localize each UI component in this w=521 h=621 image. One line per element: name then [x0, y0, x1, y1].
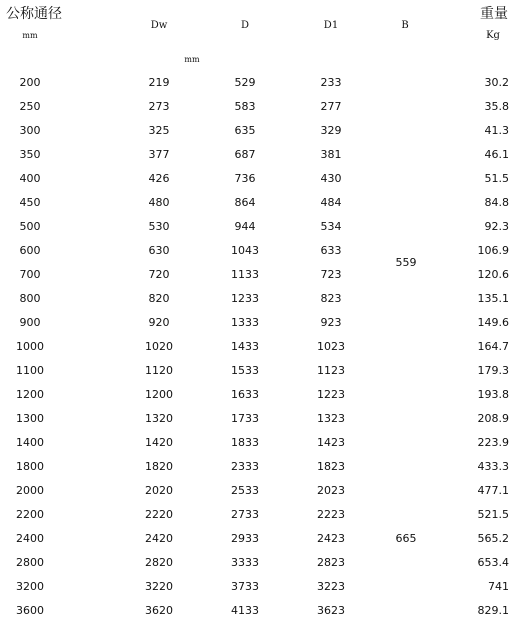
- cell-d: 2333: [231, 460, 259, 473]
- cell-d: 583: [234, 100, 256, 113]
- cell-nominal-diameter: 800: [19, 292, 41, 305]
- table-row: [0, 603, 521, 619]
- cell-d: 1043: [231, 244, 259, 257]
- table-row: [0, 147, 521, 163]
- cell-d: 1433: [231, 340, 259, 353]
- cell-d: 1333: [231, 316, 259, 329]
- table-row: [0, 315, 521, 331]
- cell-dw: 1020: [145, 340, 173, 353]
- cell-d: 3333: [231, 556, 259, 569]
- cell-weight: 208.9: [477, 412, 509, 425]
- cell-d: 529: [234, 76, 256, 89]
- table-row: [0, 459, 521, 475]
- header-d1: D1: [323, 20, 339, 31]
- table-row: [0, 219, 521, 235]
- cell-weight: 51.5: [484, 172, 509, 185]
- cell-d1: 1423: [317, 436, 345, 449]
- cell-dw: 920: [148, 316, 170, 329]
- cell-d1: 277: [320, 100, 342, 113]
- cell-nominal-diameter: 1200: [16, 388, 44, 401]
- cell-d1: 2023: [317, 484, 345, 497]
- cell-nominal-diameter: 450: [19, 196, 41, 209]
- cell-nominal-diameter: 900: [19, 316, 41, 329]
- cell-nominal-diameter: 2400: [16, 532, 44, 545]
- cell-weight: 41.3: [484, 124, 509, 137]
- cell-nominal-diameter: 600: [19, 244, 41, 257]
- cell-nominal-diameter: 400: [19, 172, 41, 185]
- cell-dw: 1120: [145, 364, 173, 377]
- cell-d: 864: [234, 196, 256, 209]
- cell-dw: 3620: [145, 604, 173, 617]
- cell-dw: 426: [148, 172, 170, 185]
- header-dims-unit: mm: [184, 55, 200, 64]
- cell-nominal-diameter: 500: [19, 220, 41, 233]
- cell-d: 3733: [231, 580, 259, 593]
- cell-d1: 3223: [317, 580, 345, 593]
- cell-weight: 92.3: [484, 220, 509, 233]
- cell-nominal-diameter: 2800: [16, 556, 44, 569]
- table-row: [0, 99, 521, 115]
- cell-weight: 179.3: [477, 364, 509, 377]
- cell-d: 687: [234, 148, 256, 161]
- cell-weight: 135.1: [477, 292, 509, 305]
- cell-d1: 484: [320, 196, 342, 209]
- table-row: [0, 243, 521, 259]
- header-nominal-diameter: 公称通径: [6, 6, 62, 22]
- cell-nominal-diameter: 1300: [16, 412, 44, 425]
- cell-dw: 3220: [145, 580, 173, 593]
- cell-dw: 219: [148, 76, 170, 89]
- cell-d: 1133: [231, 268, 259, 281]
- cell-nominal-diameter: 3200: [16, 580, 44, 593]
- cell-d1: 923: [320, 316, 342, 329]
- header-weight: 重量: [480, 6, 508, 22]
- cell-dw: 720: [148, 268, 170, 281]
- table-row: [0, 387, 521, 403]
- cell-d1: 1823: [317, 460, 345, 473]
- cell-nominal-diameter: 1100: [16, 364, 44, 377]
- cell-weight: 477.1: [477, 484, 509, 497]
- header-weight-unit: Kg: [486, 30, 500, 41]
- cell-weight: 565.2: [477, 532, 509, 545]
- cell-d: 944: [234, 220, 256, 233]
- cell-d1: 534: [320, 220, 342, 233]
- cell-d1: 233: [320, 76, 342, 89]
- cell-d: 4133: [231, 604, 259, 617]
- cell-dw: 2220: [145, 508, 173, 521]
- cell-dw: 480: [148, 196, 170, 209]
- table-row: [0, 507, 521, 523]
- table-row: [0, 171, 521, 187]
- table-row: [0, 531, 521, 547]
- table-row: [0, 435, 521, 451]
- cell-weight: 120.6: [477, 268, 509, 281]
- cell-weight: 829.1: [477, 604, 509, 617]
- cell-d1: 2223: [317, 508, 345, 521]
- cell-d: 635: [234, 124, 256, 137]
- cell-d: 2933: [231, 532, 259, 545]
- cell-weight: 149.6: [477, 316, 509, 329]
- table-row: [0, 291, 521, 307]
- cell-d: 1533: [231, 364, 259, 377]
- cell-d1: 381: [320, 148, 342, 161]
- cell-d: 2733: [231, 508, 259, 521]
- cell-dw: 1320: [145, 412, 173, 425]
- cell-b-merged: 559: [395, 256, 417, 269]
- cell-weight: 106.9: [477, 244, 509, 257]
- cell-d: 1233: [231, 292, 259, 305]
- cell-dw: 2020: [145, 484, 173, 497]
- cell-nominal-diameter: 200: [19, 76, 41, 89]
- cell-d1: 329: [320, 124, 342, 137]
- cell-d1: 723: [320, 268, 342, 281]
- cell-d: 1633: [231, 388, 259, 401]
- table-row: [0, 75, 521, 91]
- cell-nominal-diameter: 1400: [16, 436, 44, 449]
- table-row: [0, 579, 521, 595]
- cell-dw: 2820: [145, 556, 173, 569]
- cell-d: 1733: [231, 412, 259, 425]
- table-row: [0, 411, 521, 427]
- cell-weight: 46.1: [484, 148, 509, 161]
- cell-weight: 741: [488, 580, 509, 593]
- cell-d1: 3623: [317, 604, 345, 617]
- cell-nominal-diameter: 350: [19, 148, 41, 161]
- cell-nominal-diameter: 1800: [16, 460, 44, 473]
- cell-d1: 2823: [317, 556, 345, 569]
- cell-dw: 530: [148, 220, 170, 233]
- cell-dw: 1820: [145, 460, 173, 473]
- cell-d1: 430: [320, 172, 342, 185]
- cell-dw: 325: [148, 124, 170, 137]
- cell-dw: 273: [148, 100, 170, 113]
- cell-dw: 820: [148, 292, 170, 305]
- header-dw: Dw: [150, 20, 168, 31]
- cell-d1: 1123: [317, 364, 345, 377]
- cell-nominal-diameter: 700: [19, 268, 41, 281]
- cell-nominal-diameter: 2200: [16, 508, 44, 521]
- cell-d1: 823: [320, 292, 342, 305]
- table-row: [0, 339, 521, 355]
- cell-d1: 2423: [317, 532, 345, 545]
- cell-d1: 1323: [317, 412, 345, 425]
- cell-dw: 630: [148, 244, 170, 257]
- cell-weight: 223.9: [477, 436, 509, 449]
- cell-weight: 164.7: [477, 340, 509, 353]
- cell-weight: 30.2: [484, 76, 509, 89]
- cell-d1: 633: [320, 244, 342, 257]
- cell-weight: 84.8: [484, 196, 509, 209]
- cell-weight: 433.3: [477, 460, 509, 473]
- cell-weight: 653.4: [477, 556, 509, 569]
- cell-nominal-diameter: 3600: [16, 604, 44, 617]
- cell-dw: 1200: [145, 388, 173, 401]
- cell-dw: 1420: [145, 436, 173, 449]
- cell-nominal-diameter: 1000: [16, 340, 44, 353]
- table-row: [0, 195, 521, 211]
- cell-dw: 377: [148, 148, 170, 161]
- cell-nominal-diameter: 2000: [16, 484, 44, 497]
- cell-b-merged: 665: [395, 532, 417, 545]
- header-d: D: [240, 20, 250, 31]
- header-nominal-unit: mm: [22, 31, 38, 40]
- cell-weight: 521.5: [477, 508, 509, 521]
- header-b: B: [401, 20, 409, 31]
- table-row: [0, 363, 521, 379]
- cell-d: 2533: [231, 484, 259, 497]
- cell-nominal-diameter: 250: [19, 100, 41, 113]
- cell-d1: 1223: [317, 388, 345, 401]
- table-row: [0, 555, 521, 571]
- table-row: [0, 267, 521, 283]
- table-row: [0, 483, 521, 499]
- cell-weight: 193.8: [477, 388, 509, 401]
- cell-weight: 35.8: [484, 100, 509, 113]
- cell-dw: 2420: [145, 532, 173, 545]
- cell-d: 736: [234, 172, 256, 185]
- cell-d1: 1023: [317, 340, 345, 353]
- cell-d: 1833: [231, 436, 259, 449]
- cell-nominal-diameter: 300: [19, 124, 41, 137]
- table-row: [0, 123, 521, 139]
